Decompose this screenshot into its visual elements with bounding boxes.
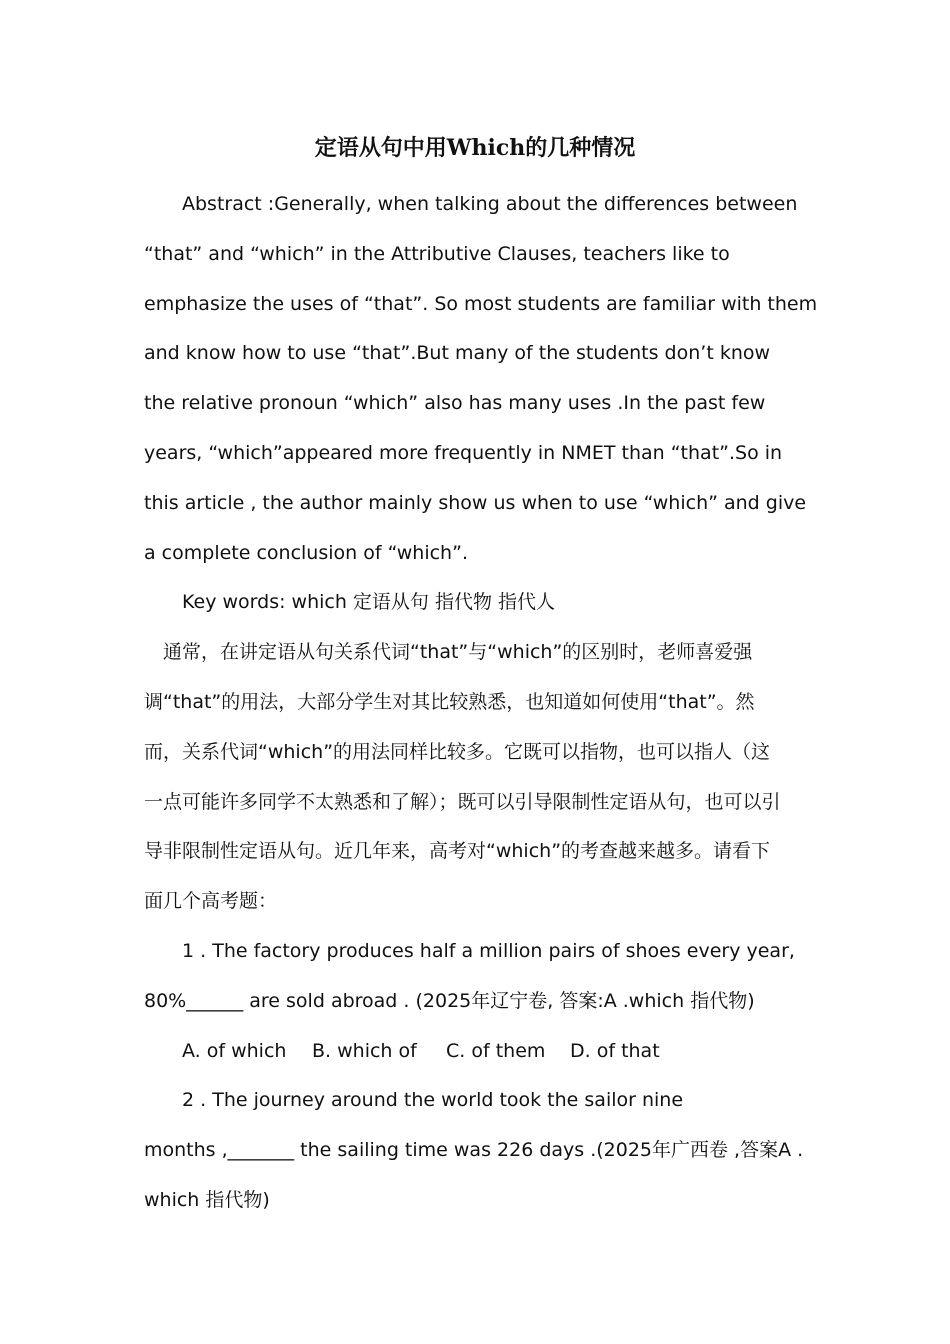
abstract-line: “that” and “which” in the Attributive Clauses, teachers like to [144, 242, 730, 265]
abstract-line: years, “which”appeared more frequently in NMET than “that”.So in [144, 441, 783, 464]
question-2-line: 2 . The journey around the world took the sailor nine [182, 1089, 684, 1112]
intro-paragraph [144, 628, 808, 927]
intro-line: 而，关系代词“which”的用法同样比较多。它既可以指物，也可以指人（这 [144, 740, 771, 763]
intro-line: 调“that”的用法，大部分学生对其比较熟悉，也知道如何使用“that”。然 [144, 690, 755, 713]
option-a: A. of which [182, 1039, 287, 1062]
question-2-line: which 指代物) [144, 1188, 270, 1211]
question-1 [144, 927, 808, 1076]
intro-line: 一点可能许多同学不太熟悉和了解）；既可以引导限制性定语从句，也可以引 [144, 790, 781, 813]
abstract-line: a complete conclusion of “which”. [144, 541, 468, 564]
question-1-line: 80%______ are sold abroad . (2025年辽宁卷, 答案:A .which 指代物) [144, 989, 755, 1012]
option-c: C. of them [446, 1039, 546, 1062]
question-2 [144, 1076, 808, 1225]
abstract-line: emphasize the uses of “that”. So most students are familiar with them [144, 292, 818, 315]
keywords: Key words: which 定语从句 指代物 指代人 [182, 591, 555, 614]
abstract-line: and know how to use “that”.But many of the students don’t know [144, 342, 771, 365]
document-title: 定语从句中用Which的几种情况 [314, 135, 636, 161]
question-1-options [144, 1027, 808, 1077]
intro-line: 通常，在讲定语从句关系代词“that”与“which”的区别时，老师喜爱强 [163, 641, 753, 664]
question-1-line: 1 . The factory produces half a million pairs of shoes every year, [182, 939, 795, 962]
option-b: B. which of [312, 1039, 417, 1062]
abstract-line: the relative pronoun “which” also has many uses .In the past few [144, 392, 766, 415]
document-body [144, 180, 818, 1226]
intro-line: 面几个高考题： [144, 890, 278, 913]
abstract-line: this article , the author mainly show us when to use “which” and give [144, 491, 807, 514]
option-d: D. of that [570, 1039, 660, 1062]
abstract-line: Abstract :Generally, when talking about the differences between [182, 193, 798, 215]
question-2-line: months ,_______ the sailing time was 226 days .(2025年广西卷 ,答案A . [144, 1139, 804, 1162]
intro-line: 导非限制性定语从句。近几年来，高考对“which”的考查越来越多。请看下 [144, 840, 771, 863]
abstract [144, 180, 818, 578]
